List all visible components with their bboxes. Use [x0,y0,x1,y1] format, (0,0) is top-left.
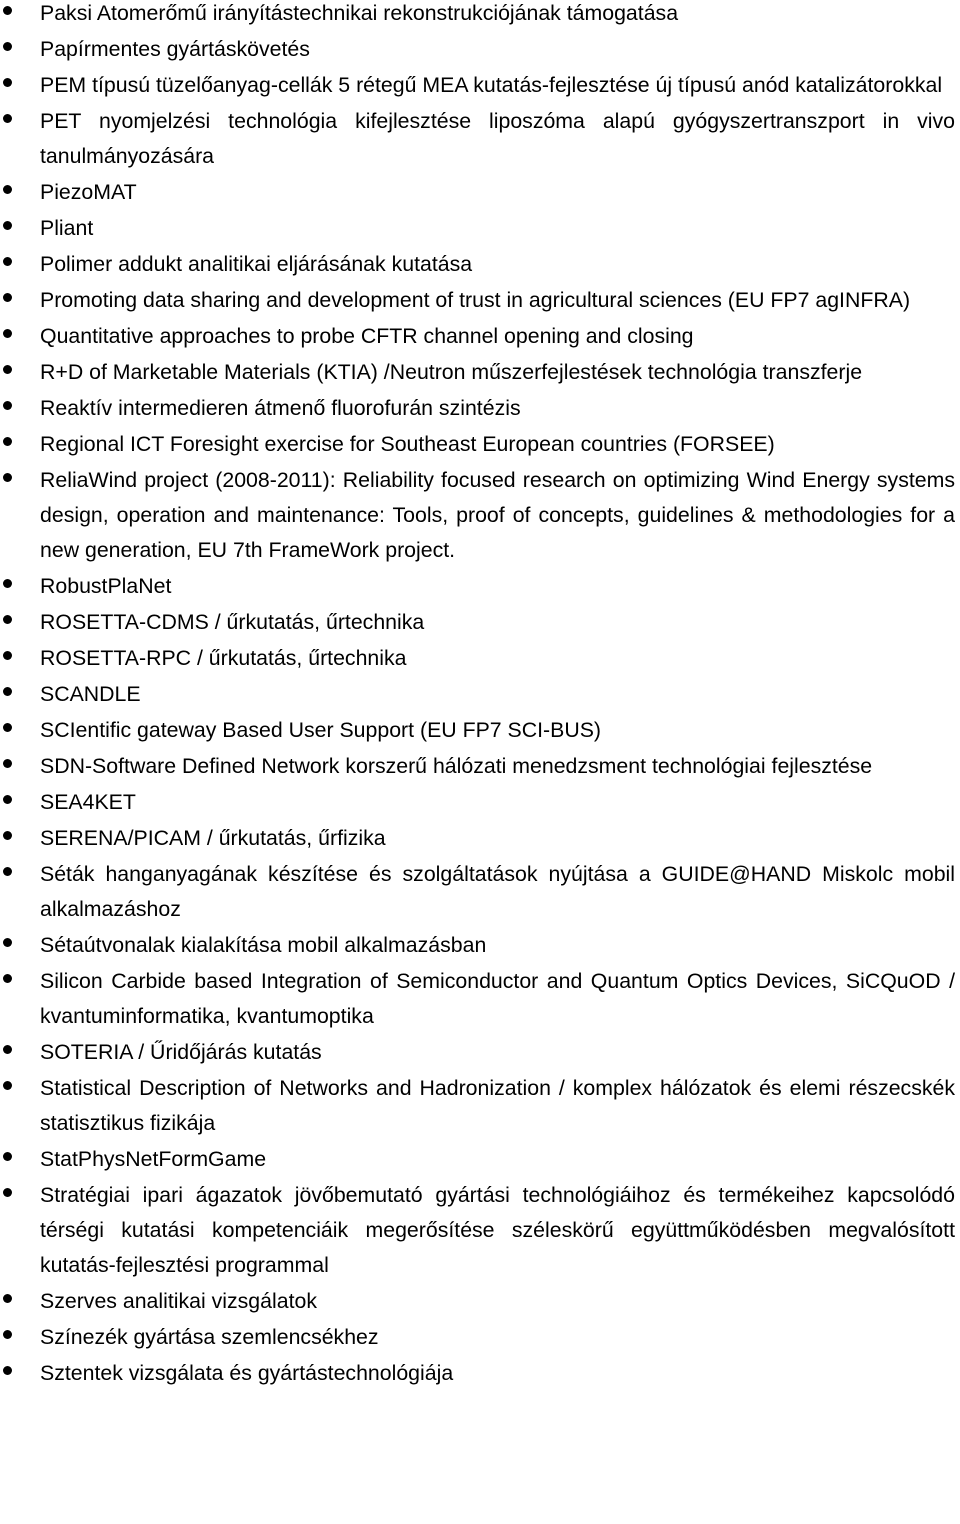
list-item-text: R+D of Marketable Materials (KTIA) /Neutron műszerfejlestések technológia transzferje [40,360,863,384]
list-item-text: ROSETTA-CDMS / űrkutatás, űrtechnika [40,610,425,634]
list-item-text: RobustPlaNet [40,574,172,598]
list-item-text: SDN-Software Defined Network korszerű hálózati menedzsment technológiai fejlesztése [40,754,873,778]
list-item-text: PEM típusú tüzelőanyag-cellák 5 rétegű MEA kutatás-fejlesztése új típusú anód katalizátorokkal [40,73,943,97]
list-item-text: PET nyomjelzési technológia kifejlesztése liposzóma alapú gyógyszertranszport in vivo tanulmányozására [40,109,955,168]
bullet-icon [3,221,12,230]
list-item [0,1356,960,1391]
list-item-text: Reaktív intermedieren átmenő fluorofurán szintézis [40,396,521,420]
bullet-icon [3,1188,12,1197]
list-item-text: StatPhysNetFormGame [40,1147,267,1171]
list-item [0,569,960,604]
bullet-icon [3,938,12,947]
list-item-text: SCIentific gateway Based User Support (EU FP7 SCI-BUS) [40,718,602,742]
list-item [0,1320,960,1355]
list-item-text: Regional ICT Foresight exercise for Southeast European countries (FORSEE) [40,432,775,456]
list-item-text: ROSETTA-RPC / űrkutatás, űrtechnika [40,646,407,670]
list-item-text: Quantitative approaches to probe CFTR channel opening and closing [40,324,694,348]
list-item-text: Színezék gyártása szemlencsékhez [40,1325,379,1349]
bullet-icon [3,579,12,588]
list-item [0,749,960,784]
bullet-icon [3,293,12,302]
list-item [0,175,960,210]
list-item [0,0,960,31]
list-item [0,821,960,856]
list-item [0,319,960,354]
list-item [0,283,960,318]
bullet-icon [3,1081,12,1090]
bullet-icon [3,651,12,660]
list-item-text: Silicon Carbide based Integration of Semiconductor and Quantum Optics Devices, SiCQuOD / kvantuminformatika, kvantumoptika [40,969,955,1028]
bullet-icon [3,1294,12,1303]
bullet-icon [3,1366,12,1375]
list-item [0,1142,960,1177]
list-item-text: Promoting data sharing and development of trust in agricultural sciences (EU FP7 agINFRA) [40,288,911,312]
bullet-icon [3,257,12,266]
bullet-icon [3,615,12,624]
list-item [0,247,960,282]
list-item-text: Stratégiai ipari ágazatok jövőbemutató gyártási technológiáihoz és termékeihez kapcsolódó térségi kutatási kompetenciáik megerősítése széleskörű együttműködésben megvalósított kutatás-fejlesztési programmal [40,1183,955,1277]
bullet-icon [3,329,12,338]
list-item [0,104,960,174]
list-item-text: Sétaútvonalak kialakítása mobil alkalmazásban [40,933,487,957]
list-item [0,964,960,1034]
bullet-icon [3,687,12,696]
list-item-text: ReliaWind project (2008-2011): Reliability focused research on optimizing Wind Energy systems design, operation and maintenance: Tools, proof of concepts, guidelines & methodologies for a new generation, EU 7th FrameWork project. [40,468,955,562]
bullet-icon [3,1152,12,1161]
list-item-text: SERENA/PICAM / űrkutatás, űrfizika [40,826,386,850]
list-item [0,713,960,748]
list-item [0,1035,960,1070]
list-item [0,857,960,927]
bullet-icon [3,723,12,732]
bullet-icon [3,437,12,446]
list-item-text: Polimer addukt analitikai eljárásának kutatása [40,252,473,276]
list-item-text: Sztentek vizsgálata és gyártástechnológiája [40,1361,454,1385]
bullet-icon [3,78,12,87]
list-item-text: SOTERIA / Űridőjárás kutatás [40,1040,322,1064]
list-item [0,391,960,426]
list-item [0,32,960,67]
bullet-icon [3,795,12,804]
list-item [0,68,960,103]
list-item [0,677,960,712]
list-item-text: SEA4KET [40,790,136,814]
list-item [0,355,960,390]
bullet-icon [3,6,12,15]
list-item-text: Statistical Description of Networks and Hadronization / komplex hálózatok és elemi részecskék statisztikus fizikája [40,1076,955,1135]
list-item-text: Séták hanganyagának készítése és szolgáltatások nyújtása a GUIDE@HAND Miskolc mobil alkalmazáshoz [40,862,955,921]
bullet-icon [3,1330,12,1339]
list-item [0,928,960,963]
list-item [0,1284,960,1319]
list-item-text: Pliant [40,216,94,240]
bullet-icon [3,831,12,840]
list-item-text: Paksi Atomerőmű irányítástechnikai rekonstrukciójának támogatása [40,1,679,25]
bullet-icon [3,185,12,194]
list-item [0,1071,960,1141]
list-item [0,463,960,568]
bullet-icon [3,401,12,410]
list-item [0,427,960,462]
bullet-icon [3,473,12,482]
list-item-text: Szerves analitikai vizsgálatok [40,1289,317,1313]
bullet-icon [3,974,12,983]
bullet-icon [3,1045,12,1054]
list-item-text: PiezoMAT [40,180,137,204]
bullet-icon [3,114,12,123]
list-item [0,605,960,640]
list-item [0,211,960,246]
bullet-icon [3,759,12,768]
list-item-text: SCANDLE [40,682,141,706]
bullet-icon [3,867,12,876]
list-item-text: Papírmentes gyártáskövetés [40,37,310,61]
list-item [0,785,960,820]
bullet-icon [3,365,12,374]
bullet-icon [3,42,12,51]
list-item [0,641,960,676]
list-item [0,1178,960,1283]
